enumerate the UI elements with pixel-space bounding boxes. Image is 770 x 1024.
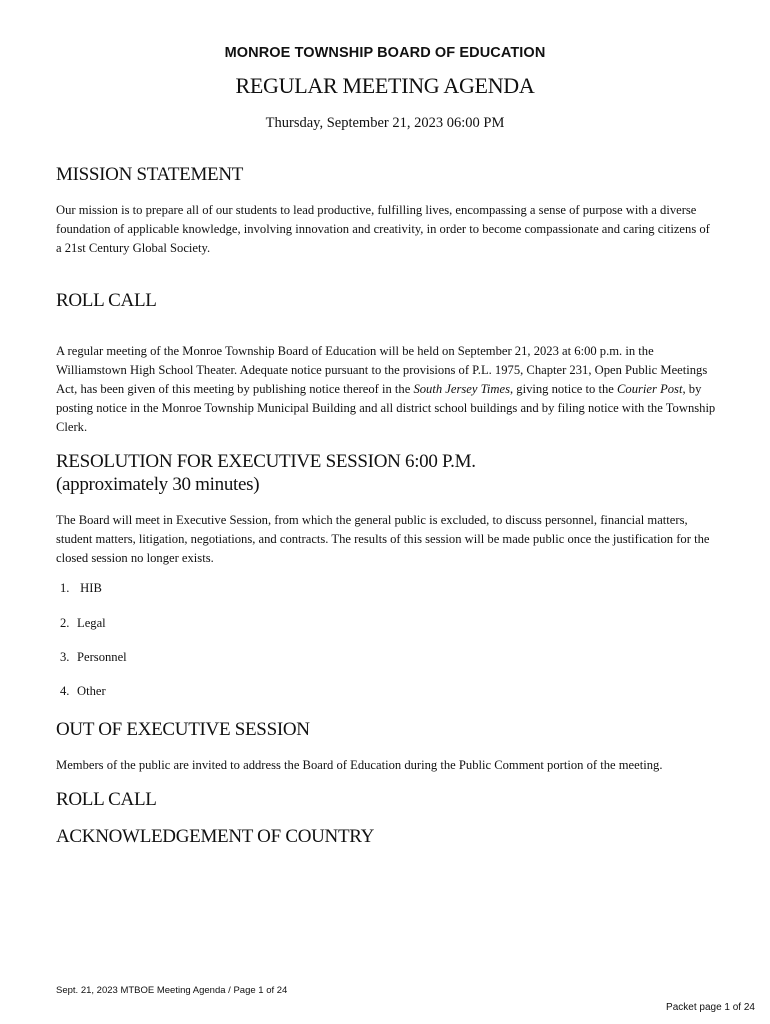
list-item-label: Other — [77, 684, 106, 698]
list-item-number: 1. — [60, 581, 70, 595]
roll-call-heading: ROLL CALL — [56, 290, 157, 311]
newspaper-name-1: South Jersey Times — [413, 382, 510, 396]
list-item — [60, 581, 102, 596]
list-item-number: 3. — [60, 650, 70, 664]
meeting-date: Thursday, September 21, 2023 06:00 PM — [265, 115, 505, 131]
list-item — [60, 650, 127, 665]
notice-text-part-a: A regular meeting of the Monroe Township Board of Education will be held on September 21, 2023 at 6:00 p.m. in the Williamstown High School Theater. Adequate notice pursuant to the provisions of P.L. 1975, Chapter 231, Open Public Meetings Act, has been given of this meeting by publishing notice thereof in the — [56, 344, 708, 396]
list-item-label: Personnel — [77, 650, 127, 664]
executive-session-heading — [56, 450, 476, 496]
list-item-number: 4. — [60, 684, 70, 698]
notice-text-part-b: , giving notice to the — [510, 382, 618, 396]
mission-heading: MISSION STATEMENT — [56, 164, 244, 185]
packet-page-number: Packet page 1 of 24 — [666, 1002, 755, 1013]
list-item-label: HIB — [80, 581, 102, 595]
document-title: REGULAR MEETING AGENDA — [235, 73, 535, 98]
executive-session-text: The Board will meet in Executive Session, from which the general public is excluded, to discuss personnel, financial matters, student matters, litigation, negotiations, and contracts. The results of this session will be made public once the justification for the closed session no longer exists. — [56, 513, 710, 565]
roll-call-notice-text — [56, 342, 716, 437]
executive-session-heading-line2: (approximately 30 minutes) — [56, 474, 260, 495]
newspaper-name-2: Courier Post — [617, 382, 683, 396]
mission-text: Our mission is to prepare all of our students to lead productive, fulfilling lives, encompassing a sense of purpose with a diverse foundation of applicable knowledge, involving innovation and creativity, in order to become compassionate and caring citizens of a 21st Century Global Society. — [56, 203, 710, 255]
second-roll-call-heading: ROLL CALL — [56, 789, 157, 810]
page-footer: Sept. 21, 2023 MTBOE Meeting Agenda / Page 1 of 24 — [56, 985, 288, 996]
organization-name: MONROE TOWNSHIP BOARD OF EDUCATION — [224, 45, 546, 61]
acknowledgement-heading: ACKNOWLEDGEMENT OF COUNTRY — [56, 826, 375, 847]
list-item-number: 2. — [60, 616, 70, 630]
out-of-session-text: Members of the public are invited to address the Board of Education during the Public Comment portion of the meeting. — [56, 758, 663, 772]
out-of-session-heading: OUT OF EXECUTIVE SESSION — [56, 719, 310, 740]
list-item — [60, 684, 106, 699]
list-item-label: Legal — [77, 616, 106, 630]
executive-session-heading-line1: RESOLUTION FOR EXECUTIVE SESSION 6:00 P.M. — [56, 451, 476, 472]
list-item — [60, 616, 106, 631]
notice-text-part-c: , by posting notice in the Monroe Township Municipal Building and all district school buildings and by filing notice with the Township Clerk. — [56, 382, 716, 434]
